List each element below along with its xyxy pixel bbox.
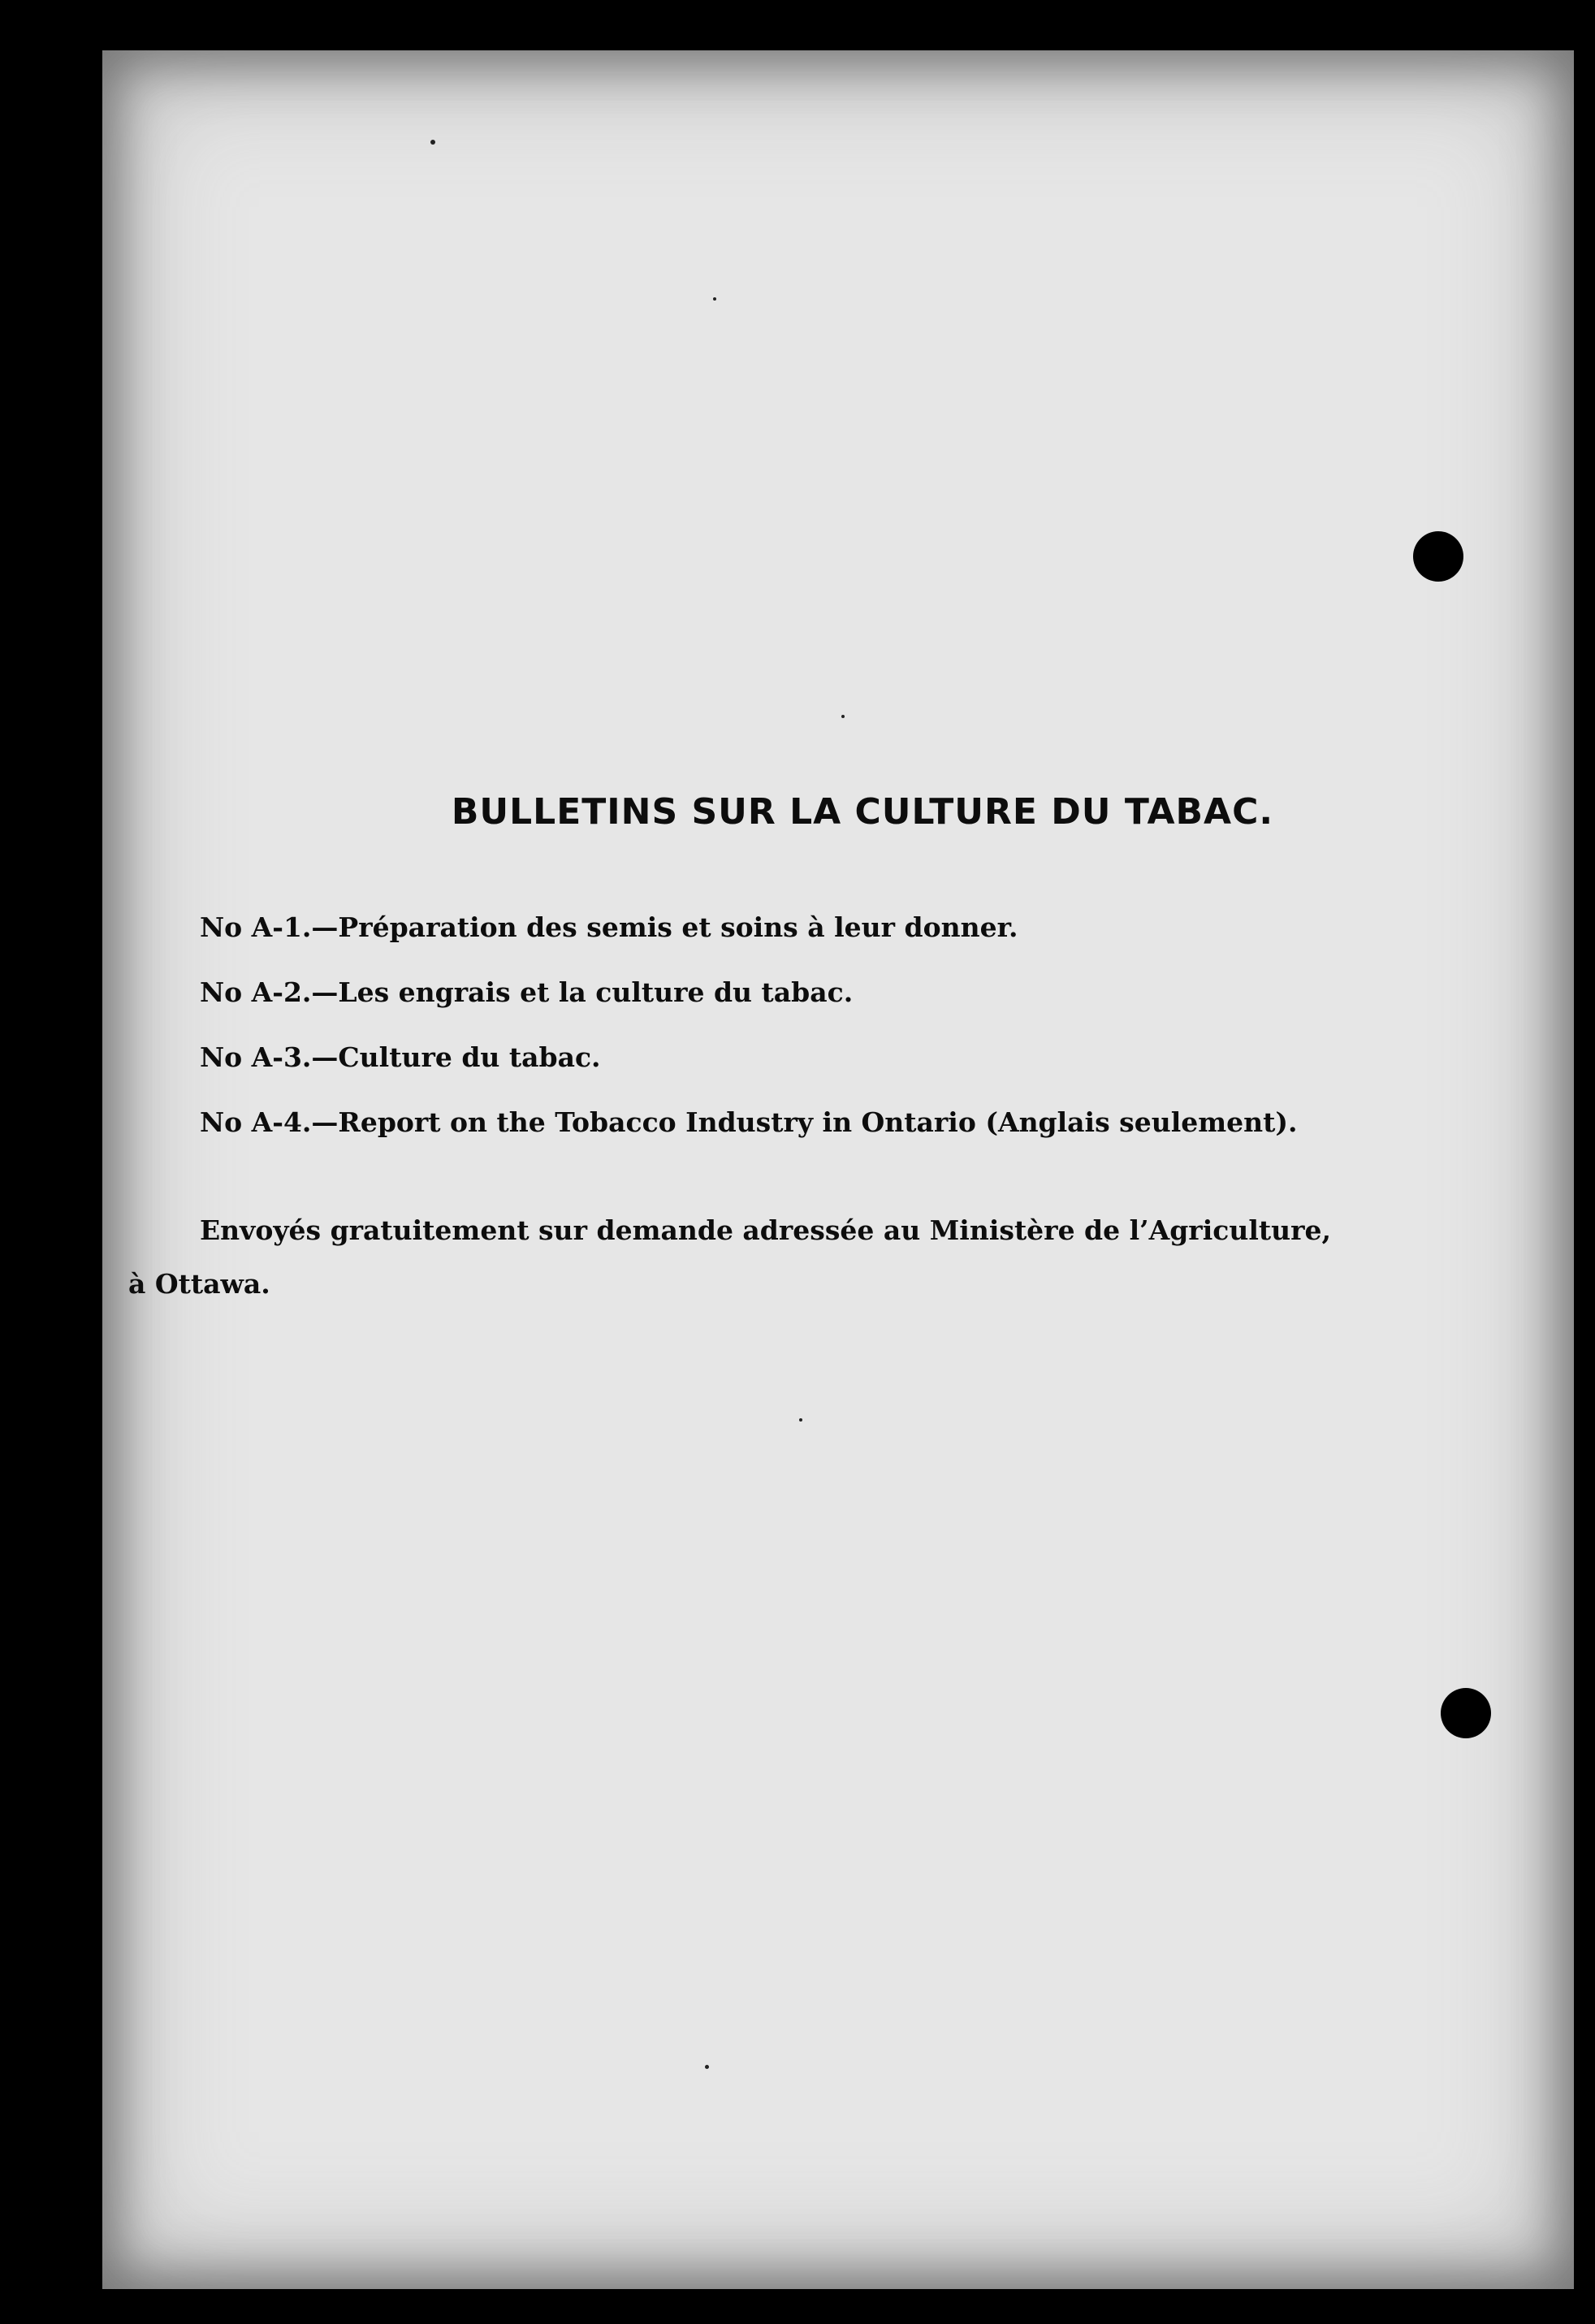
bulletin-item: No A-4.—Report on the Tobacco Industry in Ontario (Anglais seulement). [200, 1106, 1298, 1138]
bulletin-item: No A-2.—Les engrais et la culture du tabac. [200, 976, 854, 1008]
note-line-2: à Ottawa. [128, 1268, 270, 1300]
page-title: BULLETINS SUR LA CULTURE DU TABAC. [451, 791, 1274, 833]
paper-sheet [102, 50, 1574, 2289]
punch-hole-top [1413, 531, 1463, 582]
distribution-note [128, 1204, 1402, 1311]
dust-speck [713, 297, 716, 301]
bulletin-list [200, 895, 1298, 1155]
bulletin-item: No A-3.—Culture du tabac. [200, 1041, 601, 1073]
bulletin-item: No A-1.—Préparation des semis et soins à leur donner. [200, 911, 1018, 943]
dust-speck [430, 140, 435, 145]
dust-speck [799, 1418, 802, 1422]
note-line-1: Envoyés gratuitement sur demande adressée au Ministère de l’Agriculture, [200, 1214, 1331, 1246]
dust-speck [841, 715, 845, 718]
punch-hole-bottom [1441, 1688, 1491, 1738]
dust-speck [705, 2065, 709, 2069]
